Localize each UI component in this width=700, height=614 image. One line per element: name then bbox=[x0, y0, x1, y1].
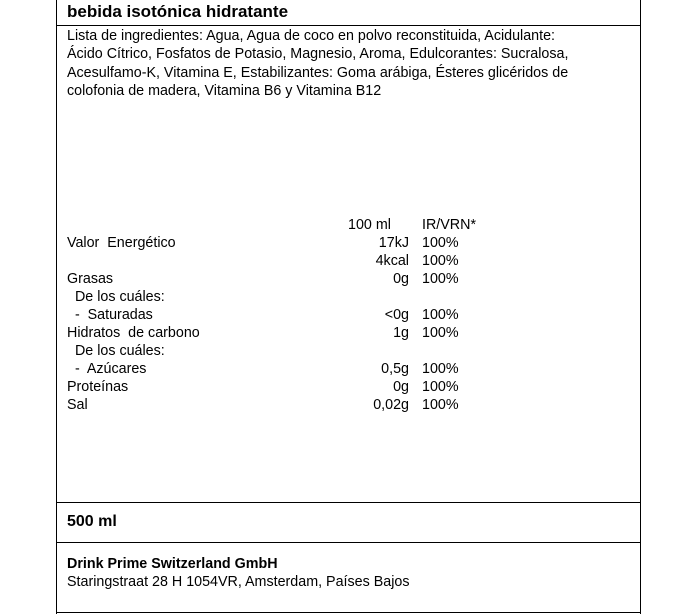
product-label bbox=[56, 0, 641, 614]
nutrient-label: Grasas bbox=[67, 271, 114, 287]
net-volume: 500 ml bbox=[67, 513, 117, 530]
nutrient-percent: 100% bbox=[422, 379, 459, 395]
nutrient-label: - Saturadas bbox=[67, 307, 153, 323]
nutrient-label: Proteínas bbox=[67, 379, 129, 395]
ingredients-list bbox=[67, 27, 629, 101]
column-header-ir: IR/VRN* bbox=[422, 217, 477, 233]
ingredients-line: colofonia de madera, Vitamina B6 y Vitamina B12 bbox=[67, 83, 382, 100]
nutrient-value: 0,02g bbox=[373, 397, 409, 413]
divider-title bbox=[57, 25, 640, 26]
divider-bottom bbox=[57, 612, 640, 613]
nutrient-label: Valor Energético bbox=[67, 235, 176, 251]
product-title: bebida isotónica hidratante bbox=[67, 2, 289, 21]
nutrient-percent: 100% bbox=[422, 361, 459, 377]
nutrient-value: 17kJ bbox=[378, 235, 409, 251]
divider-volume bbox=[57, 502, 640, 503]
nutrient-label: - Azúcares bbox=[67, 361, 147, 377]
nutrient-label: De los cuáles: bbox=[67, 289, 165, 305]
nutrient-value: 0,5g bbox=[381, 361, 409, 377]
company-name: Drink Prime Switzerland GmbH bbox=[67, 556, 278, 572]
ingredients-line: Ácido Cítrico, Fosfatos de Potasio, Magnesio, Aroma, Edulcorantes: Sucralosa, bbox=[67, 46, 569, 63]
company-address: Staringstraat 28 H 1054VR, Amsterdam, Países Bajos bbox=[67, 574, 410, 590]
nutrient-value: <0g bbox=[384, 307, 409, 323]
nutrient-percent: 100% bbox=[422, 325, 459, 341]
nutrient-percent: 100% bbox=[422, 271, 459, 287]
nutrient-percent: 100% bbox=[422, 253, 459, 269]
nutrient-label: De los cuáles: bbox=[67, 343, 165, 359]
divider-company bbox=[57, 542, 640, 543]
nutrient-value: 0g bbox=[393, 271, 409, 287]
ingredients-line: Acesulfamo-K, Vitamina E, Estabilizantes: Goma arábiga, Ésteres glicéridos de bbox=[67, 64, 569, 81]
nutrient-label: Hidratos de carbono bbox=[67, 325, 200, 341]
column-header-100ml: 100 ml bbox=[348, 217, 391, 233]
nutrient-percent: 100% bbox=[422, 397, 459, 413]
nutrient-value: 1g bbox=[393, 325, 409, 341]
ingredients-line: Lista de ingredientes: Agua, Agua de coco en polvo reconstituida, Acidulante: bbox=[67, 28, 556, 44]
nutrient-percent: 100% bbox=[422, 307, 459, 323]
nutrient-percent: 100% bbox=[422, 235, 459, 251]
nutrient-value: 4kcal bbox=[375, 253, 409, 269]
nutrient-label: Sal bbox=[67, 397, 88, 413]
nutrient-value: 0g bbox=[393, 379, 409, 395]
